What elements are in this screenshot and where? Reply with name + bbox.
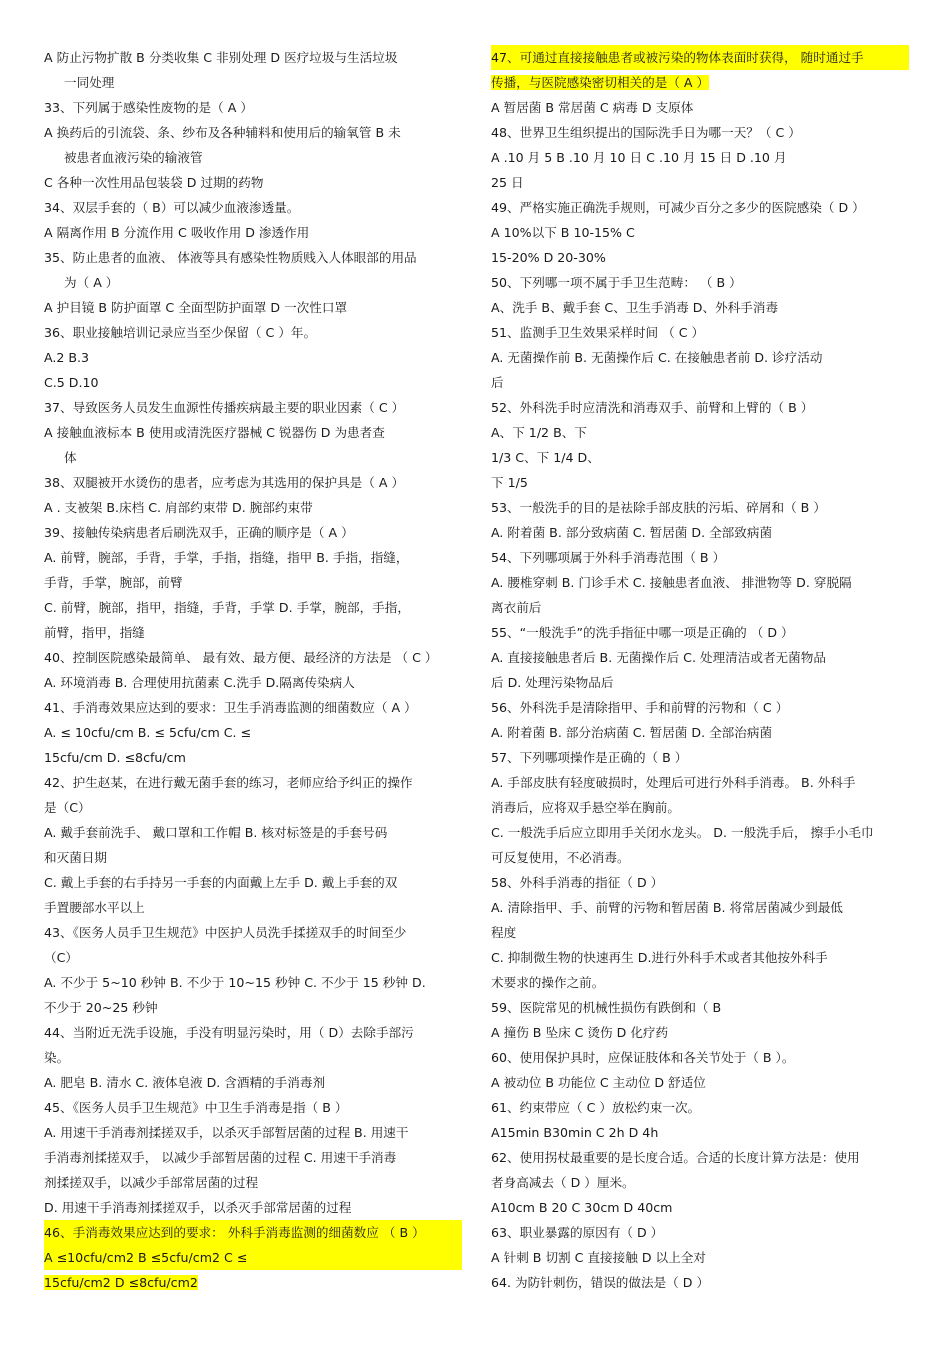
text-line <box>491 670 909 695</box>
line-text: 40、控制医院感染最简单、 最有效、最方便、最经济的方法是 （ C ） <box>44 650 438 665</box>
line-text: 不少于 20~25 秒钟 <box>44 1000 158 1015</box>
text-line <box>491 820 909 845</box>
text-line <box>491 545 909 570</box>
line-text: 36、职业接触培训记录应当至少保留（ C ）年。 <box>44 325 317 340</box>
text-line <box>44 720 462 745</box>
text-line <box>44 1245 462 1270</box>
text-line <box>491 495 909 520</box>
line-text: A. 手部皮肤有轻度破损时，处理后可进行外科手消毒。 B. 外科手 <box>491 775 856 790</box>
line-text: 手消毒剂揉搓双手， 以减少手部暂居菌的过程 C. 用速干手消毒 <box>44 1150 397 1165</box>
line-text: A. 肥皂 B. 清水 C. 液体皂液 D. 含酒精的手消毒剂 <box>44 1075 326 1090</box>
text-line <box>491 1020 909 1045</box>
text-line <box>44 70 462 95</box>
line-text: 63、职业暴露的原因有（ D ） <box>491 1225 664 1240</box>
text-line <box>44 1145 462 1170</box>
text-line <box>44 745 462 770</box>
text-line <box>491 320 909 345</box>
text-line <box>491 70 909 95</box>
text-line <box>491 170 909 195</box>
line-text: A 隔离作用 B 分流作用 C 吸收作用 D 渗透作用 <box>44 225 310 240</box>
line-text: A. 附着菌 B. 部分治病菌 C. 暂居菌 D. 全部治病菌 <box>491 725 773 740</box>
line-text: 56、外科洗手是清除指甲、手和前臂的污物和（ C ） <box>491 700 789 715</box>
text-line <box>44 345 462 370</box>
text-line <box>491 795 909 820</box>
text-line <box>491 1045 909 1070</box>
line-text: 者身高减去（ D ）厘米。 <box>491 1175 635 1190</box>
line-text: 49、严格实施正确洗手规则，可减少百分之多少的医院感染（ D ） <box>491 200 865 215</box>
text-line <box>44 845 462 870</box>
text-line <box>44 895 462 920</box>
text-line <box>44 495 462 520</box>
text-line <box>44 320 462 345</box>
line-text: A 针刺 B 切割 C 直接接触 D 以上全对 <box>491 1250 706 1265</box>
line-text: 手背，手掌，腕部，前臂 <box>44 575 183 590</box>
text-line <box>44 270 462 295</box>
line-text: 术要求的操作之前。 <box>491 975 605 990</box>
text-line <box>491 95 909 120</box>
text-line <box>44 795 462 820</box>
text-line <box>44 620 462 645</box>
text-line <box>491 620 909 645</box>
line-text: 55、“一般洗手”的洗手指征中哪一项是正确的 （ D ） <box>491 625 794 640</box>
text-line <box>491 945 909 970</box>
highlighted-text: 47、可通过直接接触患者或被污染的物体表面时获得， 随时通过手 <box>491 50 864 65</box>
text-line <box>491 1220 909 1245</box>
line-text: A. 用速干手消毒剂揉搓双手，以杀灭手部暂居菌的过程 B. 用速干 <box>44 1125 409 1140</box>
line-text: 33、下列属于感染性废物的是（ A ） <box>44 100 253 115</box>
text-line <box>491 395 909 420</box>
line-text: 消毒后，应将双手悬空举在胸前。 <box>491 800 680 815</box>
text-line <box>491 845 909 870</box>
text-line <box>44 595 462 620</box>
line-text: A. 不少于 5~10 秒钟 B. 不少于 10~15 秒钟 C. 不少于 15 秒钟 D. <box>44 975 426 990</box>
line-text: 38、双腿被开水烫伤的患者，应考虑为其选用的保护具是（ A ） <box>44 475 405 490</box>
line-text: A 暂居菌 B 常居菌 C 病毒 D 支原体 <box>491 100 694 115</box>
text-line <box>491 145 909 170</box>
line-text: 是（C） <box>44 800 91 815</box>
line-text: 下 1/5 <box>491 475 528 490</box>
text-line <box>44 1195 462 1220</box>
line-text: A 10%以下 B 10-15% C <box>491 225 635 240</box>
text-line <box>491 470 909 495</box>
text-line <box>491 1145 909 1170</box>
text-line <box>44 1045 462 1070</box>
highlighted-text: A ≤10cfu/cm2 B ≤5cfu/cm2 C ≤ <box>44 1250 248 1265</box>
line-text: 被患者血液污染的输液管 <box>64 150 203 165</box>
text-line <box>491 695 909 720</box>
text-line <box>491 195 909 220</box>
text-line <box>491 1195 909 1220</box>
line-text: A. 附着菌 B. 部分致病菌 C. 暂居菌 D. 全部致病菌 <box>491 525 773 540</box>
text-line <box>44 870 462 895</box>
line-text: C. 一般洗手后应立即用手关闭水龙头。 D. 一般洗手后， 擦手小毛巾 <box>491 825 874 840</box>
line-text: A 接触血液标本 B 使用或清洗医疗器械 C 锐器伤 D 为患者查 <box>44 425 385 440</box>
line-text: C. 戴上手套的右手持另一手套的内面戴上左手 D. 戴上手套的双 <box>44 875 398 890</box>
text-line <box>44 395 462 420</box>
line-text: 48、世界卫生组织提出的国际洗手日为哪一天？（ C ） <box>491 125 801 140</box>
line-text: A 被动位 B 功能位 C 主动位 D 舒适位 <box>491 1075 706 1090</box>
text-line <box>44 1220 462 1245</box>
line-text: 52、外科洗手时应清洗和消毒双手、前臂和上臂的（ B ） <box>491 400 814 415</box>
text-line <box>44 645 462 670</box>
text-line <box>44 1170 462 1195</box>
right-column <box>491 45 909 1295</box>
text-line <box>44 970 462 995</box>
text-line <box>44 820 462 845</box>
line-text: A 撞伤 B 坠床 C 烫伤 D 化疗药 <box>491 1025 669 1040</box>
text-line <box>44 370 462 395</box>
text-line <box>44 995 462 1020</box>
text-line <box>491 920 909 945</box>
text-line <box>44 695 462 720</box>
highlighted-text: 15cfu/cm2 D ≤8cfu/cm2 <box>44 1275 198 1290</box>
line-text: 体 <box>64 450 77 465</box>
text-line <box>491 595 909 620</box>
line-text: 58、外科手消毒的指征（ D ） <box>491 875 664 890</box>
line-text: A 换药后的引流袋、条、纱布及各种辅料和使用后的输氧管 B 未 <box>44 125 401 140</box>
text-line <box>491 45 909 70</box>
line-text: 一同处理 <box>64 75 115 90</box>
line-text: A .10 月 5 B .10 月 10 日 C .10 月 15 日 D .10 月 <box>491 150 787 165</box>
line-text: 59、医院常见的机械性损伤有跌倒和（ B <box>491 1000 722 1015</box>
text-line <box>491 1120 909 1145</box>
text-line <box>491 370 909 395</box>
line-text: 15cfu/cm D. ≤8cfu/cm <box>44 750 186 765</box>
line-text: 37、导致医务人员发生血源性传播疾病最主要的职业因素（ C ） <box>44 400 405 415</box>
line-text: A15min B30min C 2h D 4h <box>491 1125 659 1140</box>
text-line <box>44 1270 462 1295</box>
text-line <box>491 1095 909 1120</box>
highlighted-text: 46、手消毒效果应达到的要求： 外科手消毒监测的细菌数应 （ B ） <box>44 1225 425 1240</box>
text-line <box>44 145 462 170</box>
text-line <box>491 270 909 295</box>
text-line <box>491 245 909 270</box>
line-text: A.2 B.3 <box>44 350 90 365</box>
line-text: 34、双层手套的（ B）可以减少血液渗透量。 <box>44 200 300 215</box>
text-line <box>491 745 909 770</box>
text-line <box>44 520 462 545</box>
text-line <box>44 920 462 945</box>
line-text: 25 日 <box>491 175 524 190</box>
line-text: A. 无菌操作前 B. 无菌操作后 C. 在接触患者前 D. 诊疗活动 <box>491 350 823 365</box>
text-line <box>44 570 462 595</box>
text-line <box>44 195 462 220</box>
line-text: 15-20% D 20-30% <box>491 250 606 265</box>
text-line <box>44 245 462 270</box>
line-text: 1/3 C、下 1/4 D、 <box>491 450 600 465</box>
text-line <box>491 1170 909 1195</box>
line-text: D. 用速干手消毒剂揉搓双手，以杀灭手部常居菌的过程 <box>44 1200 352 1215</box>
highlighted-text: 传播，与医院感染密切相关的是（ A ） <box>491 75 710 90</box>
line-text: A. 直接接触患者后 B. 无菌操作后 C. 处理清洁或者无菌物品 <box>491 650 826 665</box>
line-text: 前臂，指甲，指缝 <box>44 625 145 640</box>
line-text: 35、防止患者的血液、 体液等具有感染性物质贱入人体眼部的用品 <box>44 250 417 265</box>
line-text: C 各种一次性用品包装袋 D 过期的药物 <box>44 175 264 190</box>
line-text: A. 前臂，腕部，手背，手掌，手指，指缝，指甲 B. 手指，指缝， <box>44 550 409 565</box>
text-line <box>491 895 909 920</box>
text-line <box>491 120 909 145</box>
text-line <box>44 945 462 970</box>
text-line <box>491 720 909 745</box>
line-text: （C） <box>44 950 78 965</box>
line-text: 染。 <box>44 1050 70 1065</box>
line-text: 57、下列哪项操作是正确的（ B ） <box>491 750 688 765</box>
text-line <box>44 1020 462 1045</box>
line-text: A . 支被架 B.床档 C. 肩部约束带 D. 腕部约束带 <box>44 500 313 515</box>
line-text: A 护目镜 B 防护面罩 C 全面型防护面罩 D 一次性口罩 <box>44 300 348 315</box>
line-text: 剂揉搓双手，以减少手部常居菌的过程 <box>44 1175 259 1190</box>
line-text: C.5 D.10 <box>44 375 99 390</box>
text-line <box>491 1070 909 1095</box>
text-line <box>44 770 462 795</box>
line-text: 62、使用拐杖最重要的是长度合适。合适的长度计算方法是：使用 <box>491 1150 860 1165</box>
text-line <box>491 570 909 595</box>
line-text: A. 环境消毒 B. 合理使用抗菌素 C.洗手 D.隔离传染病人 <box>44 675 355 690</box>
text-line <box>44 445 462 470</box>
text-line <box>44 470 462 495</box>
text-line <box>44 220 462 245</box>
text-line <box>491 520 909 545</box>
line-text: A、下 1/2 B、下 <box>491 425 587 440</box>
line-text: C. 抑制微生物的快速再生 D.进行外科手术或者其他按外科手 <box>491 950 828 965</box>
line-text: 后 D. 处理污染物品后 <box>491 675 614 690</box>
line-text: 50、下列哪一项不属于手卫生范畴： （ B ） <box>491 275 742 290</box>
line-text: 43、《医务人员手卫生规范》中医护人员洗手揉搓双手的时间至少 <box>44 925 407 940</box>
text-line <box>491 770 909 795</box>
text-line <box>44 45 462 70</box>
text-line <box>44 1120 462 1145</box>
text-line <box>491 345 909 370</box>
text-line <box>44 120 462 145</box>
line-text: 53、一般洗手的目的是祛除手部皮肤的污垢、碎屑和（ B ） <box>491 500 826 515</box>
text-line <box>491 645 909 670</box>
text-line <box>44 545 462 570</box>
line-text: 54、下列哪项属于外科手消毒范围（ B ） <box>491 550 726 565</box>
line-text: A. 清除指甲、手、前臂的污物和暂居菌 B. 将常居菌减少到最低 <box>491 900 843 915</box>
text-line <box>44 170 462 195</box>
text-line <box>44 420 462 445</box>
text-line <box>44 295 462 320</box>
line-text: 60、使用保护具时，应保证肢体和各关节处于（ B ）。 <box>491 1050 795 1065</box>
line-text: 51、监测手卫生效果采样时间 （ C ） <box>491 325 705 340</box>
line-text: A 防止污物扩散 B 分类收集 C 非别处理 D 医疗垃圾与生活垃圾 <box>44 50 398 65</box>
line-text: 41、手消毒效果应达到的要求：卫生手消毒监测的细菌数应（ A ） <box>44 700 417 715</box>
line-text: 离衣前后 <box>491 600 542 615</box>
line-text: 45、《医务人员手卫生规范》中卫生手消毒是指（ B ） <box>44 1100 348 1115</box>
line-text: 和灭菌日期 <box>44 850 107 865</box>
line-text: A10cm B 20 C 30cm D 40cm <box>491 1200 673 1215</box>
line-text: A. ≤ 10cfu/cm B. ≤ 5cfu/cm C. ≤ <box>44 725 252 740</box>
text-line <box>491 1245 909 1270</box>
line-text: 44、当附近无洗手设施，手没有明显污染时，用（ D）去除手部污 <box>44 1025 414 1040</box>
text-line <box>491 445 909 470</box>
line-text: 手置腰部水平以上 <box>44 900 145 915</box>
text-line <box>491 970 909 995</box>
line-text: 61、约束带应（ C ）放松约束一次。 <box>491 1100 701 1115</box>
text-line <box>491 870 909 895</box>
text-line <box>491 295 909 320</box>
line-text: 64. 为防针刺伤，错误的做法是（ D ） <box>491 1275 710 1290</box>
line-text: 42、护生赵某，在进行戴无菌手套的练习，老师应给予纠正的操作 <box>44 775 413 790</box>
line-text: A. 腰椎穿刺 B. 门诊手术 C. 接触患者血液、 排泄物等 D. 穿脱隔 <box>491 575 852 590</box>
text-line <box>491 420 909 445</box>
line-text: A、洗手 B、戴手套 C、卫生手消毒 D、外科手消毒 <box>491 300 779 315</box>
text-line <box>491 220 909 245</box>
text-line <box>44 670 462 695</box>
line-text: 程度 <box>491 925 517 940</box>
text-line <box>491 995 909 1020</box>
line-text: 为（ A ） <box>64 275 119 290</box>
text-line <box>44 95 462 120</box>
line-text: 后 <box>491 375 504 390</box>
line-text: 可反复使用，不必消毒。 <box>491 850 630 865</box>
line-text: C. 前臂，腕部，指甲，指缝，手背，手掌 D. 手掌，腕部，手指， <box>44 600 410 615</box>
text-line <box>44 1095 462 1120</box>
text-line <box>491 1270 909 1295</box>
text-line <box>44 1070 462 1095</box>
line-text: A. 戴手套前洗手、 戴口罩和工作帽 B. 核对标签是的手套号码 <box>44 825 388 840</box>
line-text: 39、接触传染病患者后刷洗双手，正确的顺序是（ A ） <box>44 525 354 540</box>
left-column <box>44 45 462 1295</box>
